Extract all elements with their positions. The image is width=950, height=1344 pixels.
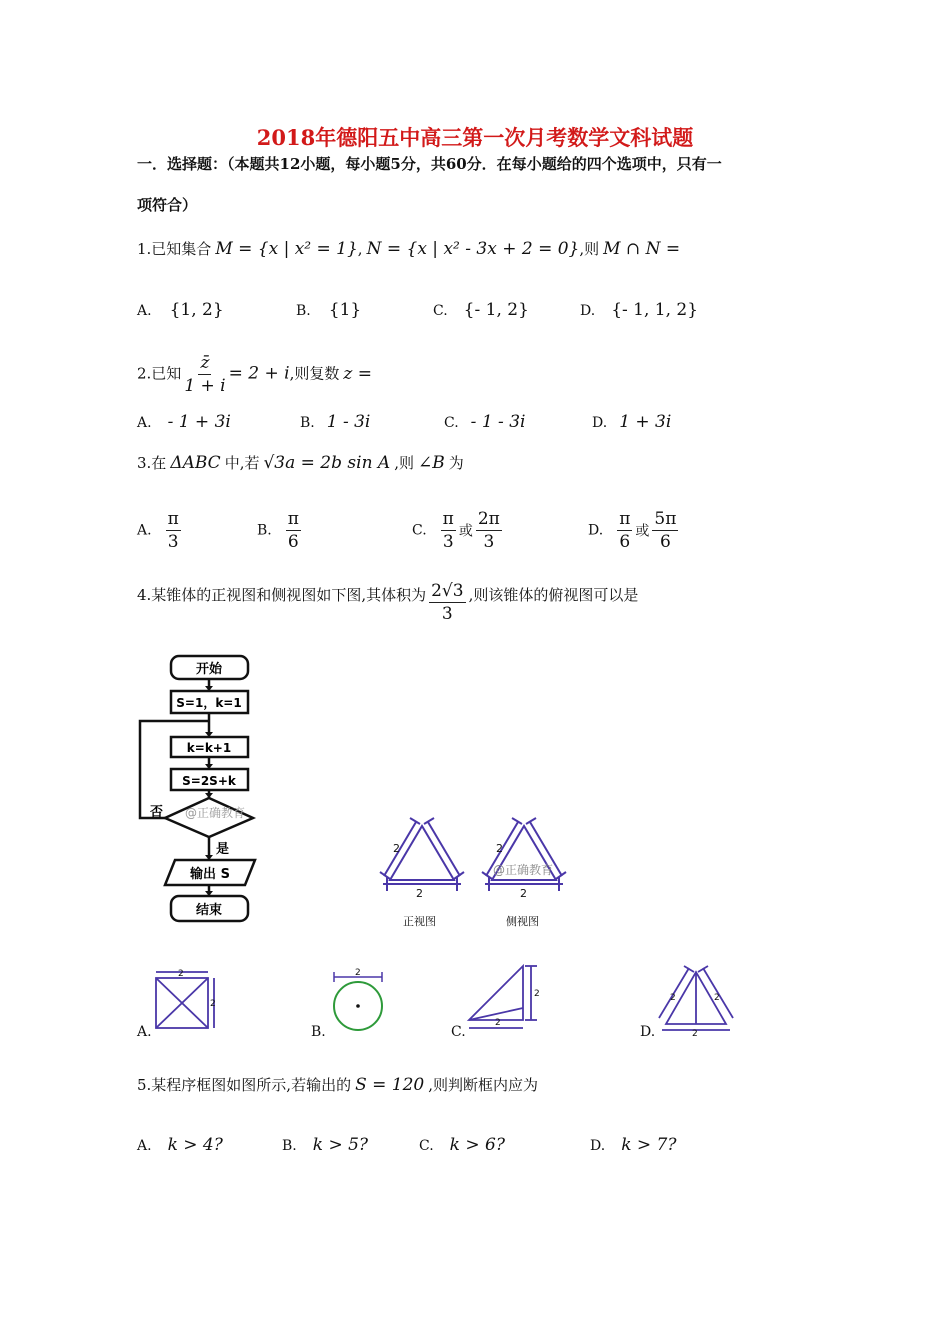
q3-mid: 中,若 [224,454,260,472]
q5-option-a: A. k > 4? [137,1135,223,1155]
q5-prefix: 5.某程序框图如图所示,若输出的 [137,1076,352,1094]
side-view-label: 侧视图 [506,915,539,928]
question-3 [137,452,464,473]
q4-fraction: $\frac{2√3}{3}$ [431,581,464,624]
flowchart-watermark: @正确教育 [185,806,246,820]
svg-text:2: 2 [210,999,216,1009]
q4-option-b-letter: B. [311,1024,326,1040]
q3-option-d: D. $\frac{\pi}{6}$ 或 $\frac{5\pi}{6}$ [588,509,677,552]
svg-text:2: 2 [534,989,540,999]
svg-text:2: 2 [178,969,184,979]
q1-ask: M ∩ N = [603,239,681,259]
side-view [482,818,566,891]
q4-option-a-figure [150,966,220,1036]
q3-suffix: 为 [448,454,464,472]
three-view-diagram [370,808,590,933]
q3-prefix: 3.在 [137,454,167,472]
q3-option-b: B. $\frac{\pi}{6}$ [257,509,299,552]
q3-option-a: A. $\frac{\pi}{3}$ [137,509,179,552]
q4-option-a-letter: A. [137,1024,152,1040]
flowchart-step2-label: S=2S+k [182,774,236,788]
q1-option-b: B. {1} [296,300,362,320]
q5-option-d: D. k > 7? [590,1135,677,1155]
svg-text:2: 2 [416,887,423,900]
svg-text:2: 2 [393,842,400,855]
q4-suffix: ,则该锥体的俯视图可以是 [468,586,639,604]
q2-fraction: $\frac{z̄}{1 + i}$ [184,353,226,396]
svg-text:2: 2 [692,1029,698,1037]
flowchart-end-label: 结束 [195,903,223,918]
svg-text:2: 2 [714,993,720,1003]
question-1 [137,238,680,259]
q5-equation: S = 120 [355,1075,425,1095]
q3-then: ,则 [394,454,414,472]
svg-text:2: 2 [520,887,527,900]
page-title: 2018年德阳五中高三第一次月考数学文科试题 [256,125,694,150]
q2-ask: z = [343,363,372,384]
q5-suffix: ,则判断框内应为 [428,1076,539,1094]
q4-option-d-letter: D. [640,1024,656,1040]
q4-text: 4.某锥体的正视图和侧视图如下图,其体积为 [137,586,427,604]
q3-angle: ∠B [417,453,445,473]
q2-option-b: B. 1 - 3i [300,412,371,432]
question-5 [137,1074,538,1095]
q1-comma: , [357,240,363,258]
svg-text:2: 2 [670,993,676,1003]
views-watermark: @正确教育 [493,863,554,877]
flowchart-no-label: 否 [150,805,164,820]
question-4 [137,580,638,625]
q1-option-c: C. {- 1, 2} [433,300,529,320]
q1-set-n: N = {x | x² - 3x + 2 = 0} [366,239,580,259]
q4-option-d-figure [650,962,745,1037]
flowchart-init-label: S=1，k=1 [176,696,242,710]
q2-option-c: C. - 1 - 3i [444,412,526,432]
q4-option-c-letter: C. [451,1024,466,1040]
flowchart-step1-label: k=k+1 [186,741,232,755]
q4-option-b-figure [328,968,388,1032]
section-header-line2: 项符合） [137,196,198,214]
front-view-label: 正视图 [403,915,436,928]
flowchart-output-label: 输出 S [190,867,230,882]
q2-option-d: D. 1 + 3i [592,412,672,432]
svg-text:2: 2 [495,1018,501,1028]
q1-set-m: M = {x | x² = 1} [215,239,358,259]
q3-equation: √3a = 2b sin A [263,453,391,473]
svg-text:2: 2 [355,968,361,978]
q1-then: ,则 [579,240,600,258]
q2-prefix: 2.已知 [137,364,182,383]
q5-option-c: C. k > 6? [419,1135,505,1155]
q4-option-c-figure [463,960,553,1035]
q1-option-d: D. {- 1, 1, 2} [580,300,699,320]
q3-option-c: C. $\frac{\pi}{3}$ 或 $\frac{2\pi}{3}$ [412,509,500,552]
flowchart-start-label: 开始 [195,662,223,677]
q3-triangle: ΔABC [170,453,221,473]
q2-option-a: A. - 1 + 3i [137,412,231,432]
q1-prefix: 1.已知集合 [137,240,212,258]
svg-text:2: 2 [496,842,503,855]
flowchart-yes-label: 是 [216,842,230,857]
q1-option-a: A. {1, 2} [137,300,224,320]
q2-suffix: ,则复数 [289,364,340,383]
section-header-line1: 一．选择题：（本题共12小题，每小题5分，共60分．在每小题给的四个选项中，只有一 [137,155,722,173]
question-2 [137,352,372,397]
flowchart-diagram [130,648,260,928]
q5-option-b: B. k > 5? [282,1135,369,1155]
q2-rhs: = 2 + i [228,363,290,384]
